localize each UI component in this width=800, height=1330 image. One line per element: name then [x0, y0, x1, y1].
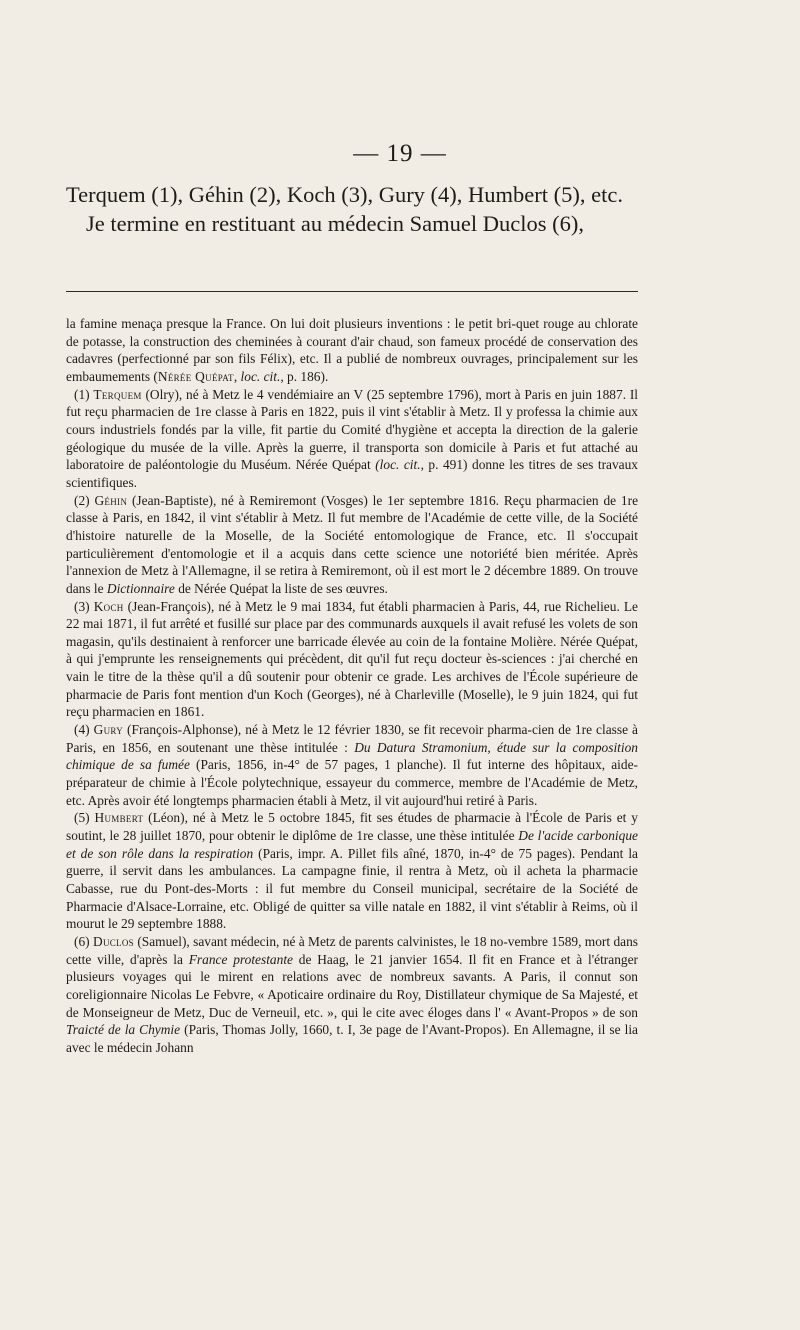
footnote-continuation: la famine menaça presque la France. On lui doit plusieurs inventions : le petit bri-quet rouge au chlorate de potasse, la construction des cheminées à courant d'air chaud, son fameux procédé de conservation des cadavres (perfectionné par son fils Félix), etc. Il a publié de nombreux ouvrages, principalement sur les embaumements (Nérée Quépat, loc. cit., p. 186).	[66, 316, 638, 384]
footnotes	[66, 315, 638, 1057]
main-text	[66, 180, 638, 238]
footnote-5: (5) Humbert (Léon), né à Metz le 5 octobre 1845, fit ses études de pharmacie à l'École de Paris et y soutint, le 28 juillet 1870, pour obtenir le diplôme de 1re classe, une thèse intitulée De l'acide carbonique et de son rôle dans la respiration (Paris, impr. A. Pillet fils aîné, 1870, in-4° de 75 pages). Pendant la guerre, il servit dans les ambulances. La campagne finie, il rentra à Metz, où il acheta la pharmacie Cabasse, rue du Pont-des-Morts : il fut membre du Conseil municipal, secrétaire de la Société de Pharmacie d'Alsace-Lorraine, etc. Obligé de quitter sa ville natale en 1882, il vint s'établir à Reims, où il mourut le 29 septembre 1888.	[66, 810, 638, 932]
footnote-1: (1) Terquem (Olry), né à Metz le 4 vendémiaire an V (25 septembre 1796), mort à Paris en juin 1887. Il fut reçu pharmacien de 1re classe à Paris en 1822, puis il vint s'établir à Metz. Il y professa la chimie aux cours industriels fondés par la ville, fit partie du Comité d'hygiène et accepta la direction de la galerie géologique du musée de la ville. Après la guerre, il transporta son domicile à Paris et fut attaché au laboratoire de paléontologie du Muséum. Nérée Quépat (loc. cit., p. 491) donne les titres de ses travaux scientifiques.	[66, 386, 638, 490]
main-text-line-2: Je termine en restituant au médecin Samuel Duclos (6),	[86, 211, 584, 236]
footnote-separator	[66, 291, 638, 292]
footnote-6: (6) Duclos (Samuel), savant médecin, né à Metz de parents calvinistes, le 18 no-vembre 1589, mort dans cette ville, d'après la France protestante de Haag, le 21 janvier 1654. Il fit en France et à l'étranger plusieurs voyages qui le mirent en relations avec de nombreux savants. A Paris, il connut son coreligionnaire Nicolas Le Febvre, « Apoticaire ordinaire du Roy, Distillateur chymique de Sa Majesté, et de Monseigneur de Metz, Duc de Verneuil, etc. », qui le cite avec éloges dans l' « Avant-Propos » de son Traicté de la Chymie (Paris, Thomas Jolly, 1660, t. I, 3e page de l'Avant-Propos). En Allemagne, il se lia avec le médecin Johann	[66, 933, 638, 1055]
page-number: — 19 —	[353, 140, 447, 167]
footnote-2: (2) Géhin (Jean-Baptiste), né à Remiremont (Vosges) le 1er septembre 1816. Reçu pharmacien de 1re classe à Paris, en 1842, il vint s'établir à Metz. Il fut membre de l'Académie de cette ville, de la Société d'histoire naturelle de la Moselle, de la Société entomologique de France, etc. Il s'occupait particulièrement d'entomologie et il a acquis dans cette science une notoriété bien méritée. Après l'annexion de Metz à l'Allemagne, il se retira à Remiremont, où il est mort le 2 décembre 1889. On trouve dans le Dictionnaire de Nérée Quépat la liste de ses œuvres.	[66, 492, 639, 596]
footnote-4: (4) Gury (François-Alphonse), né à Metz le 12 février 1830, se fit recevoir pharma-cien de 1re classe à Paris, en 1856, en soutenant une thèse intitulée : Du Datura Stramonium, étude sur la composition chimique de sa fumée (Paris, 1856, in-4° de 57 pages, 1 planche). Il fut interne des hôpitaux, aide-préparateur de chimie à l'École polytechnique, essayeur du commerce, membre de l'Académie de Metz, etc. Après avoir été longtemps pharmacien établi à Metz, il vit aujourd'hui retiré à Paris.	[66, 722, 638, 808]
main-text-line-1: Terquem (1), Géhin (2), Koch (3), Gury (4), Humbert (5), etc.	[66, 182, 623, 207]
footnote-3: (3) Koch (Jean-François), né à Metz le 9 mai 1834, fut établi pharmacien à Paris, 44, rue Richelieu. Le 22 mai 1871, il fut arrêté et fusillé sur place par des communards auxquels il avait refusé les volets de son magasin, qu'ils destinaient à renforcer une barricade élevée au coin de la fontaine Molière. Nérée Quépat, à qui j'emprunte les renseignements qui précèdent, dit qu'il fut reçu docteur ès-sciences : j'ai cherché en vain le titre de la thèse qu'il a dû soutenir pour obtenir ce grade. Les archives de l'École supérieure de pharmacie de Paris font mention d'un Koch (Georges), né à Charleville (Moselle), le 9 juin 1824, qui fut reçu pharmacien en 1861.	[66, 598, 638, 720]
